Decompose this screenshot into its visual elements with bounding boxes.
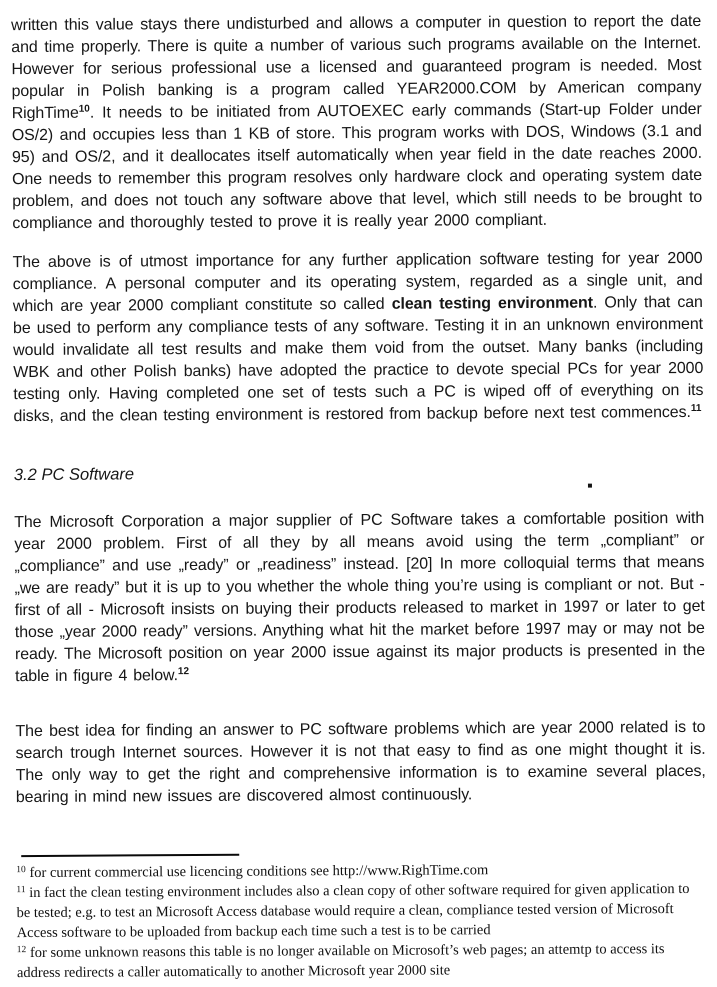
footnote-12 [17,939,704,983]
footnote-ref-10: 10 [78,103,90,115]
footnote-11 [16,879,703,943]
footnote-ref-11: 11 [690,402,702,414]
footnote-marker: 11 [16,885,26,896]
footnote-marker: 12 [16,945,27,956]
footnote-text: for current commercial use licencing conditions see http://www.RighTime.com [29,862,489,882]
footnote-marker: 10 [16,865,26,876]
footnote-separator-rule [21,854,239,857]
paragraph-text: The Microsoft Corporation a major supplier of PC Software takes a comfortable position with year 2000 problem. First of all they by all means avoid using the term „compliant” or „compliance” and use „ready” or „readiness” instead. [20] In more colloquial terms that means „we are ready” but it is up to you whether the whole thing you’re using is compliant or not. But - first of all - Microsoft insists on buying their products released to market in 1997 or later to get those „year 2000 ready” versions. Anything what hit the market before 1997 may or may not be ready. The Microsoft position on year 2000 issue against its major products is presented in the table in figure 4 below. [14,509,706,686]
paragraph-text: The best idea for finding an answer to PC software problems which are year 2000 related is to search trough Internet sources. However it is not that easy to find as one might thought it is. The only way to get the right and comprehensive information is to examine several places, bearing in mind new issues are discovered almost continuously. [15,718,706,807]
bold-phrase-clean-testing-environment: clean testing environment [391,294,593,313]
paragraph-text: . It needs to be initiated from AUTOEXEC early commands (Start-up Folder under OS/2) and occupies less than 1 KB of store. This program works with DOS, Windows (3.1 and 95) and OS/2, and it deallocates itself automatically when year field in the date reaches 2000. One needs to remember this program resolves only hardware clock and operating system date problem, and does not touch any software above that level, which still needs to be brought to compliance and thoroughly tested to prove it is really year 2000 compliant. [11,100,703,233]
section-heading: 3.2 PC Software [13,465,135,485]
footnote-ref-12: 12 [177,666,190,678]
paragraph-year2000-program [11,11,702,235]
footnotes [16,851,704,983]
page-body-text [11,11,706,809]
footnote-text: in fact the clean testing environment includes also a clean copy of other software required for given application to be tested; e.g. to test an Microsoft Access database would require a clean, compliance tested version of Microsoft Access software to be uploaded from backup each time such a test is to be carried [16,880,690,942]
paragraph-clean-testing-environment [13,248,704,428]
footnote-text: for some unknown reasons this table is no longer available on Microsoft’s web pages; an attemtp to access its address redirects a caller automatically to another Microsoft year 2000 site [16,941,665,982]
paragraph-text: The above is of utmost importance for any further application software testing for year 2000 compliance. A personal computer and its operating system, regarded as a single unit, and which are year 2000 compliant constitute so called [12,249,703,316]
scan-artifact-dot [588,484,592,488]
paragraph-internet-search [15,717,706,809]
paragraph-text: . Only that can be used to perform any compliance tests of any software. Testing it in an unknown environment would invalidate all test results and make them void from the outset. Many banks (including WBK and other Polish banks) have adopted the practice to devote special PCs for year 2000 testing only. Having completed one set of tests such a PC is wiped off of everything on its disks, and the clean testing environment is restored from backup before next test commences. [12,293,704,426]
paragraph-microsoft-position [14,508,705,688]
paragraph-text: written this value stays there undisturbed and allows a computer in question to report the date and time properly. There is quite a number of various such programs available on the Internet. However for serious professional use a licensed and guaranteed program is needed. Most popular in Polish banking is a program called YEAR2000.COM by American company RighTime [11,12,702,123]
